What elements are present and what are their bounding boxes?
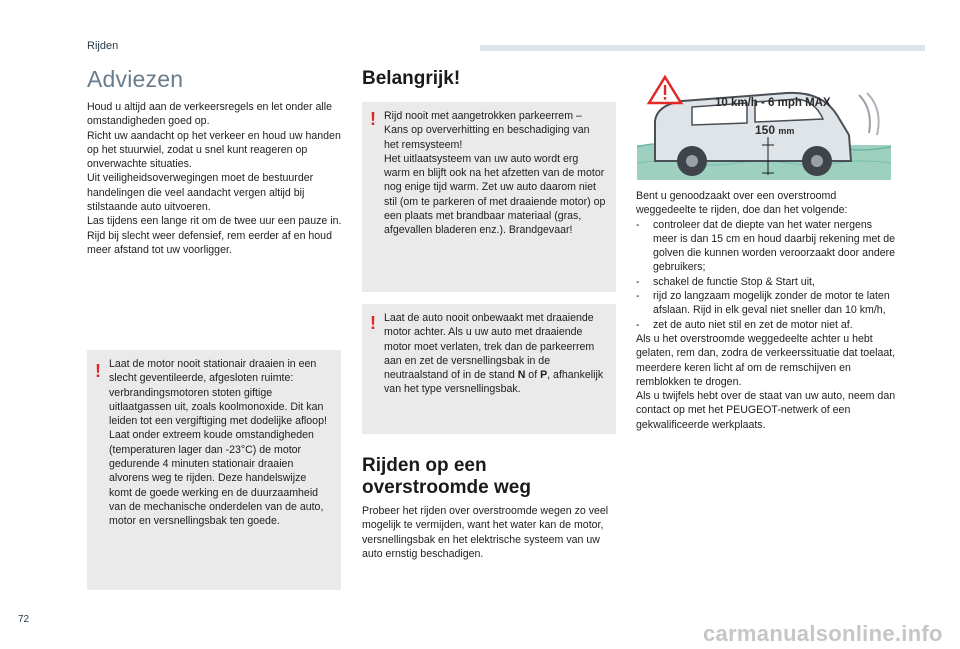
speed-limit-label: 10 km/h - 6 mph MAX [715,97,831,109]
advice-column [87,64,342,257]
flooded-after-paragraph: Als u het overstroomde weggedeelte achter u hebt gelaten, rem dan, zodra de verkeerssituatie dat toelaat, meerdere keren licht af om de remschijven en remblokken te drogen. [636,332,896,388]
warning-box-idle [87,350,341,590]
warning-paragraph: Laat de auto nooit onbewaakt met draaiende motor achter. Als u uw auto met draaiende motor moet verlaten, trek dan de parkeerrem aan en zet de versnellingsbak in de neutraalstand of in de stand N of P, afhankelijk van het type versnellingsbak. [384,312,604,396]
advice-paragraph: Uit veiligheidsoverwegingen moet de bestuurder handelingen die veel aandacht vergen altijd bij stilstaande auto uitvoeren. [87,172,314,214]
list-item: - controleer dat de diepte van het water nergens meer is dan 15 cm en houd daarbij rekening met de golven die kunnen worden veroorzaakt door andere gebruikers; [636,218,896,274]
important-title: Belangrijk! [362,68,461,89]
flooded-road-illustration [637,75,891,180]
advice-text [87,100,342,257]
warning-exclamation-icon: ! [370,109,376,129]
section-label: Rijden [87,40,119,52]
advice-paragraph: Richt uw aandacht op het verkeer en houd uw handen op het stuurwiel, zodat u snel kunt reageren op onverwachte situaties. [87,129,341,171]
header-bar [480,45,925,51]
list-item: - schakel de functie Stop & Start uit, [636,275,815,288]
list-item: - zet de auto niet stil en zet de motor niet af. [636,318,853,331]
warning-paragraph: Laat de motor nooit stationair draaien in een slecht geventileerde, afgesloten ruimte: verbrandingsmotoren stoten giftige uitlaatgassen uit, zoals koolmonoxide. Dit kan leiden tot een vergiftiging met dodelijke afloop! [109,358,327,428]
warning-box-important [362,102,616,292]
watermark: carmanualsonline.info [703,621,943,646]
warning-paragraph: Het uitlaatsysteem van uw auto wordt erg warm en blijft ook na het afzetten van de motor nog enige tijd warm. Zet uw auto daarom niet stil (om te parkeren of met draaiende motor) op een plaats met brandbaar materiaal (gras, afgevallen bladeren enz.). Brandgevaar! [384,152,606,237]
important-column [362,64,617,90]
flooded-instructions [636,189,898,432]
warning-exclamation-icon: ! [95,361,101,381]
advice-paragraph: Rijd bij slecht weer defensief, rem eerder af en houd meer afstand tot uw voorligger. [87,229,332,256]
flooded-car-diagram [637,75,891,180]
flooded-lead: Bent u genoodzaakt over een overstroomd weggedeelte te rijden, doe dan het volgende: [636,190,848,217]
list-item: - rijd zo langzaam mogelijk zonder de motor te laten afslaan. Rijd in elk geval niet sneller dan 10 km/h, [636,290,890,317]
warning-paragraph: Laat onder extreem koude omstandigheden (temperaturen lager dan -23°C) de motor gedurende 4 minuten stationair draaien alvorens weg te rijden. Deze handelswijze komt de goede werking en de duurzaamheid van de mechanische onderdelen van de auto, motor en versnellingsbak ten goede. [109,429,324,528]
advice-paragraph: Houd u altijd aan de verkeersregels en let onder alle omstandigheden goed op. [87,101,332,128]
warning-exclamation-icon: ! [370,313,376,333]
warning-paragraph: Rijd nooit met aangetrokken parkeerrem – Kans op oververhitting en beschadiging van het remsysteem! [384,110,590,151]
gear-n: N [517,369,526,382]
gear-p: P [540,369,548,382]
depth-label: 150 mm [755,123,795,137]
advice-title: Adviezen [87,66,184,92]
page-number: 72 [18,614,30,625]
flooded-title: Rijden op een overstroomde weg [362,455,531,498]
advice-paragraph: Las tijdens een lange rit om de twee uur een pauze in. [87,215,342,228]
warning-box-unattended [362,304,616,434]
flooded-after-paragraph: Als u twijfels hebt over de staat van uw auto, neem dan contact op met het PEUGEOT-netwerk of een gekwalificeerde werkplaats. [636,390,896,431]
flooded-intro: Probeer het rijden over overstroomde wegen zo veel mogelijk te vermijden, want het water kan de motor, versnellingsbak en het elektrische systeem van uw auto ernstig beschadigen. [362,505,609,560]
